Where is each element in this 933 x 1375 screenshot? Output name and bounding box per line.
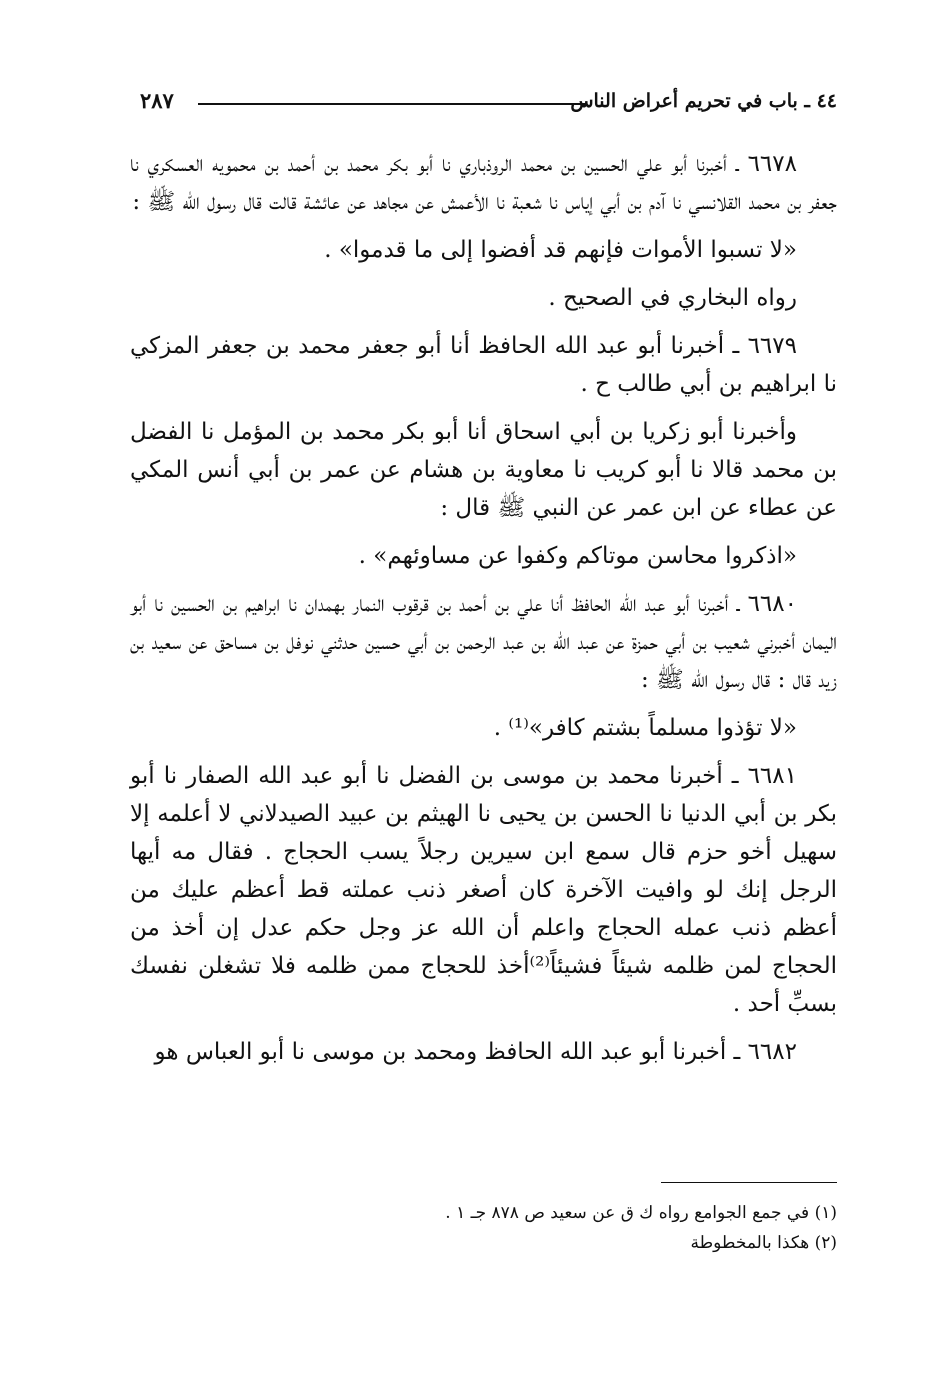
hadith-quote: «لا تؤذوا مسلماً بشتم كافر»⁽¹⁾ . bbox=[493, 715, 797, 741]
hadith-6679: ٦٦٧٩ ـ أخبرنا أبو عبد الله الحافظ أنا أبو جعفر محمد بن جعفر المزكي نا ابراهيم بن أبي طالب ح . bbox=[130, 333, 837, 397]
hadith-6679-chain: وأخبرنا أبو زكريا بن أبي اسحاق أنا أبو بكر محمد بن المؤمل نا الفضل بن محمد قالا نا أبو كريب نا معاوية بن هشام عن عمر بن أبي أنس المكي عن عطاء عن ابن عمر عن النبي ﷺ قال : bbox=[130, 419, 837, 521]
footnote-1: (١) في جمع الجوامع رواه ك ق عن سعيد ص ٨٧٨ جـ ١ . bbox=[445, 1203, 837, 1223]
hadith-quote: «اذكروا محاسن موتاكم وكفوا عن مساوئهم» . bbox=[358, 543, 797, 569]
footnote-2: (٢) هكذا بالمخطوطة bbox=[690, 1233, 837, 1253]
hadith-6680: ٦٦٨٠ ـ أخبرنا أبو عبد الله الحافظ أنا علي بن أحمد بن قرقوب النمار بهمدان نا ابراهيم بن الحسين نا أبو اليمان أخبرني شعيب بن أبي حمزة عن عبد الله بن عبد الرحمن بن أبي حسين حدثني نوفل بن مساحق عن سعيد بن زيد قال : قال رسول الله ﷺ : bbox=[130, 591, 837, 693]
running-header bbox=[140, 86, 837, 120]
footnotes bbox=[130, 1198, 837, 1258]
hadith-6681: ٦٦٨١ ـ أخبرنا محمد بن موسى بن الفضل نا أبو عبد الله الصفار نا أبو بكر بن أبي الدنيا نا الحسن بن يحيى نا الهيثم بن عبيد الصيدلاني لا أعلمه إلا سهيل أخو حزم قال سمع ابن سيرين رجلاً يسب الحجاج . فقال مه أيها الرجل إنك لو وافيت الآخرة كان أصغر ذنب عملته قط أعظم عليك من أعظم ذنب عمله الحجاج واعلم أن الله عز وجل حكم عدل إن أخذ من الحجاج لمن ظلمه شيئاً فشيئاً⁽²⁾أخذ للحجاج ممن ظلمه فلا تشغلن نفسك بسبِّ أحد . bbox=[130, 763, 837, 1017]
page-number: ٢٨٧ bbox=[140, 88, 174, 113]
hadith-6682: ٦٦٨٢ ـ أخبرنا أبو عبد الله الحافظ ومحمد بن موسى نا أبو العباس هو bbox=[154, 1039, 797, 1065]
header-rule bbox=[198, 103, 587, 105]
narration-note: رواه البخاري في الصحيح . bbox=[548, 285, 797, 311]
main-text bbox=[130, 145, 837, 1081]
chapter-title: ٤٤ ـ باب في تحريم أعراض الناس bbox=[570, 90, 837, 112]
hadith-quote: «لا تسبوا الأموات فإنهم قد أفضوا إلى ما قدموا» . bbox=[324, 237, 797, 263]
footnote-rule bbox=[661, 1182, 837, 1183]
hadith-6678: ٦٦٧٨ ـ أخبرنا أبو علي الحسين بن محمد الروذباري نا أبو بكر محمد بن أحمد بن محمويه العسكري نا جعفر بن محمد القلانسي نا آدم بن أبي إياس نا شعبة نا الأعمش عن مجاهد عن عائشة قالت قال رسول الله ﷺ : bbox=[130, 151, 837, 215]
